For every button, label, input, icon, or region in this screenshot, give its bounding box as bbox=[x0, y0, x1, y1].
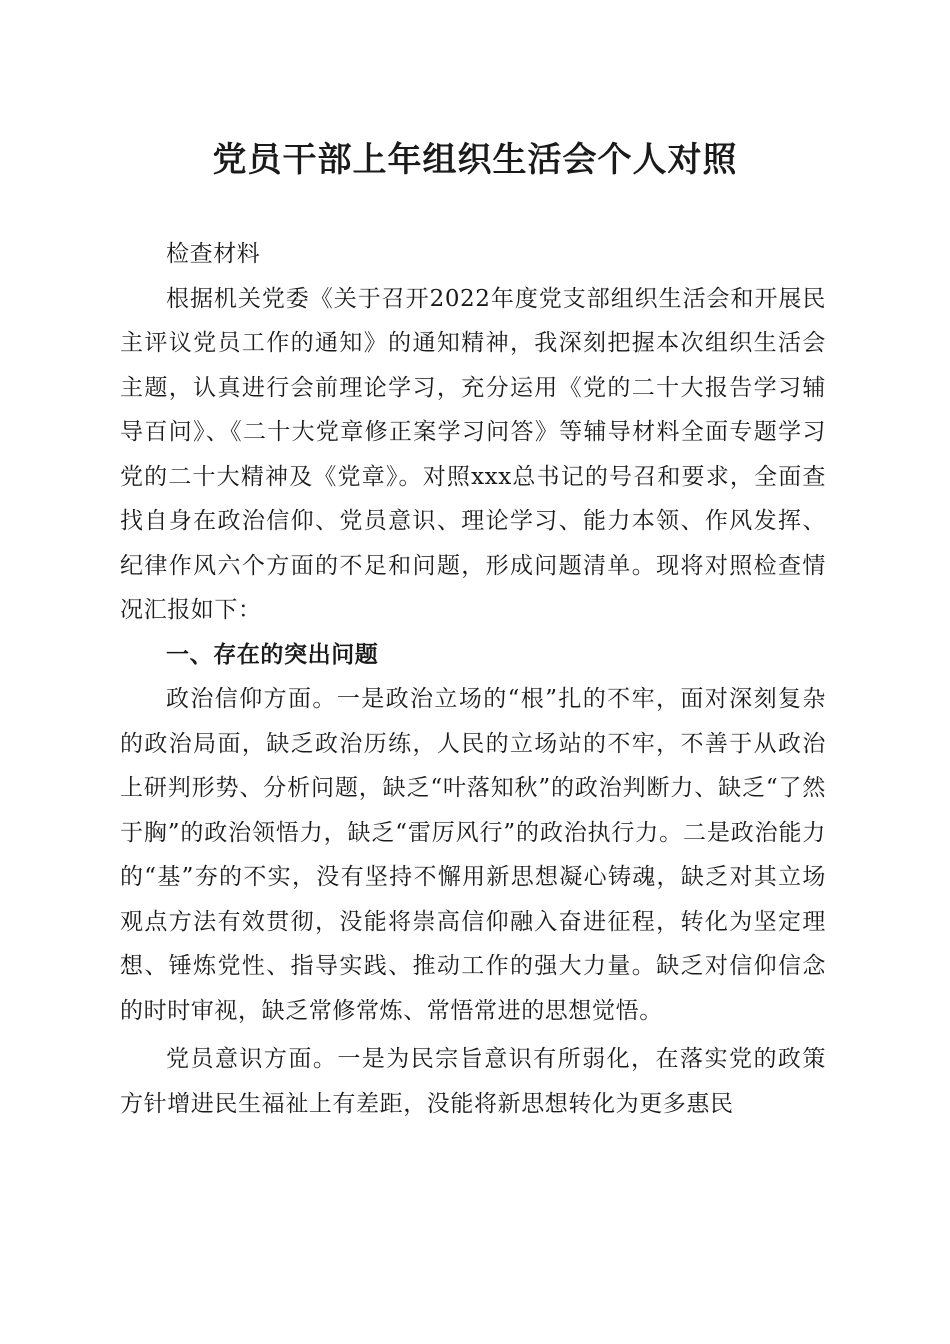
subtitle-line: 检查材料 bbox=[166, 241, 261, 267]
intro-paragraph: 根据机关党委《关于召开2022年度党支部组织生活会和开展民主评议党员工作的通知》的通知精神，我深刻把握本次组织生活会主题，认真进行会前理论学习，充分运用《党的二十大报告学习辅导百问》、《二十大党章修正案学习问答》等辅导材料全面专题学习党的二十大精神及《党章》。对照xxx总书记的号召和要求，全面查找自身在政治信仰、党员意识、理论学习、能力本领、作风发挥、纪律作风六个方面的不足和问题，形成问题清单。现将对照检查情况汇报如下： bbox=[120, 285, 826, 623]
party-awareness-paragraph: 党员意识方面。一是为民宗旨意识有所弱化，在落实党的政策方针增进民生福祉上有差距，没能将新思想转化为更多惠民 bbox=[120, 1046, 826, 1117]
document-body bbox=[120, 232, 826, 1126]
section-heading: 一、存在的突出问题 bbox=[166, 641, 379, 668]
document-title: 党员干部上年组织生活会个人对照 bbox=[212, 140, 738, 180]
political-belief-paragraph: 政治信仰方面。一是政治立场的“根”扎的不牢，面对深刻复杂的政治局面，缺乏政治历练，人民的立场站的不牢，不善于从政治上研判形势、分析问题，缺乏“叶落知秋”的政治判断力、缺乏“了然于胸”的政治领悟力，缺乏“雷厉风行”的政治执行力。二是政治能力的“基”夯的不实，没有坚持不懈用新思想凝心铸魂，缺乏对其立场观点方法有效贯彻，没能将崇高信仰融入奋进征程，转化为坚定理想、锤炼党性、指导实践、推动工作的强大力量。缺乏对信仰信念的时时审视，缺乏常修常炼、常悟常进的思想觉悟。 bbox=[120, 686, 826, 1024]
